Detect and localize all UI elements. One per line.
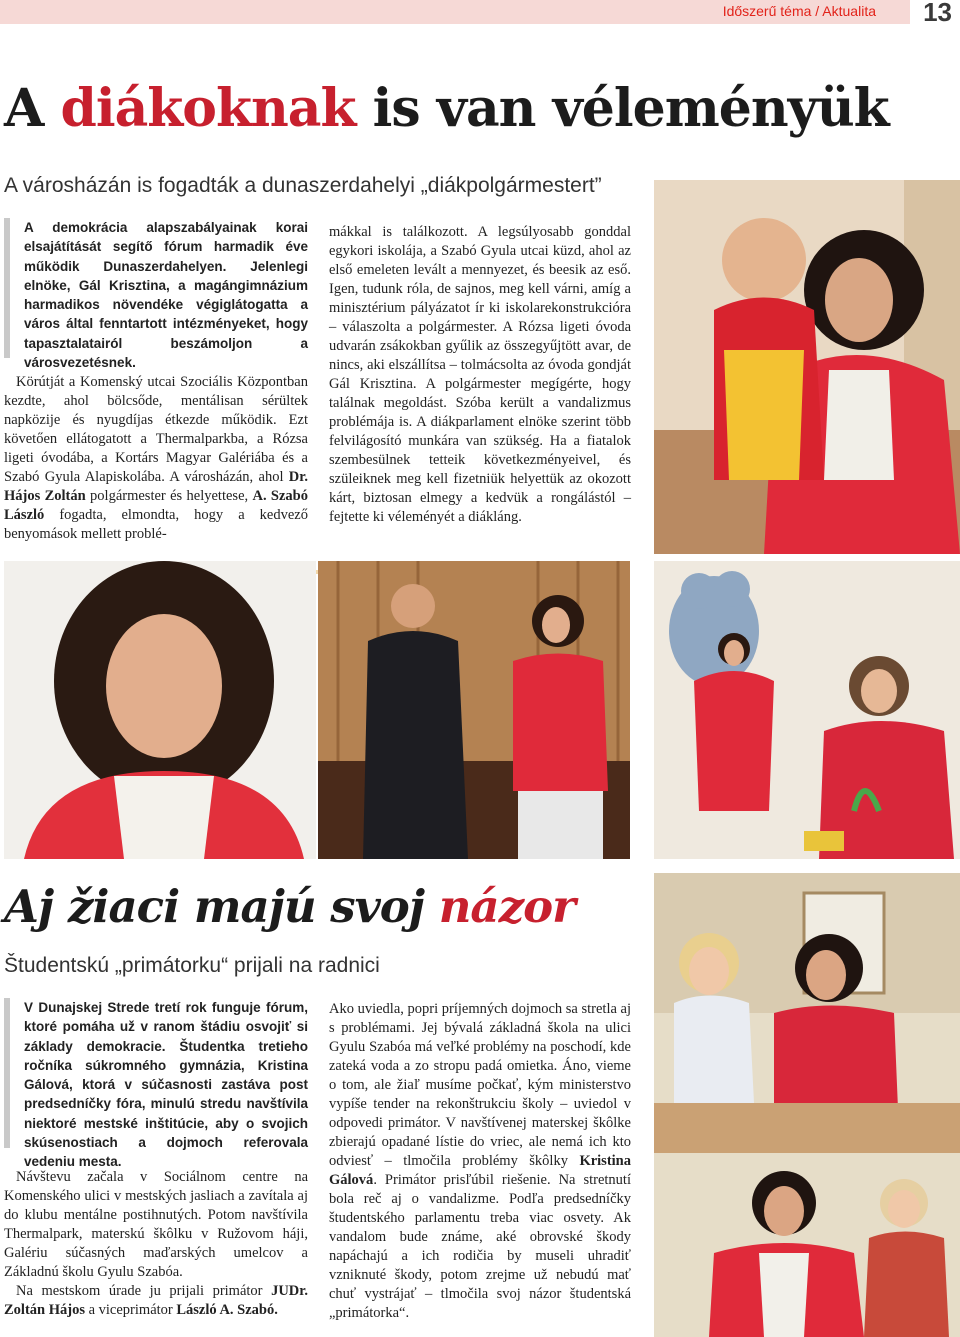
sk-body-text: Ako uviedla, popri príjemných dojmoch sa stretla aj s problémami. Jej bývalá základná škola na ulici Gyulu Szabóa má veľké problémy na poschodí, kde zateká voda a zo stropu padá omietka. Áno, vieme o tom, ale žiaľ musíme počkať, kým ministerstvo vypíše tender na rekonštrukciu školy – uviedol v odpovedi primátor. V navštívenej materskej škôlke zbierajú opadané lístie do vriec, ale nemá ich kto odviesť – tlmočila problémy škôlky (329, 1001, 632, 1169)
photo-student-portrait (4, 561, 316, 859)
hu-body-paragraph (4, 373, 308, 544)
sk-body-text: . Primátor prisľúbil riešenie. Na stretnutí bola reč aj o vandalizme. Podľa predsedníčky študentského parlamentu treba viac osvety. Ak vandalom bude známe, aké obrovské škody napáchajú a ich rodičia by museli uhradiť vzniknuté škody, potom zrejme už nebudú mať chuť vystrájať – tlmočila svoj názor študentská „primátorka“. (329, 1172, 631, 1321)
hu-body-text: fogadta, elmondta, hogy a kedvező benyomások mellett problé- (4, 507, 308, 542)
sk-headline-accent: názor (438, 880, 575, 933)
sk-name-student: Kristina Gálová (329, 1153, 631, 1188)
hu-headline (4, 78, 889, 139)
sk-body-column-2 (329, 1000, 631, 1323)
photo-woman-holding-baby (654, 180, 960, 554)
hu-subheadline: A városházán is fogadták a dunaszerdahelyi „diákpolgármestert” (4, 174, 602, 197)
sk-name-deputy: László A. Szabó. (176, 1302, 278, 1318)
sk-name-mayor: JUDr. Zoltán Hájos (4, 1283, 308, 1318)
sk-body-text: Na mestskom úrade ju prijali primátor (16, 1283, 272, 1299)
sk-body-text: a viceprimátor (84, 1302, 177, 1318)
sk-body-paragraph (329, 1000, 631, 1323)
section-label: Időszerű téma / Aktualita (722, 3, 876, 19)
sk-lead-bar (4, 998, 10, 1148)
hu-lead-bar (4, 218, 10, 358)
photo-kindergarten-visit (654, 561, 960, 859)
sk-body-column-1 (4, 1168, 308, 1320)
hu-name-deputy: A. Szabó László (4, 488, 308, 523)
page-number: 13 (923, 0, 952, 27)
photo-children-baking (654, 873, 960, 1337)
hu-headline-accent: diákoknak (60, 78, 356, 139)
photo-handshake-with-mayor (318, 561, 630, 859)
sk-lead-paragraph: V Dunajskej Strede tretí rok funguje fórum, ktoré pomáha už v ranom štádiu osvojiť si základy demokracie. Študentka tretieho ročníka súkromného gymnázia, Kristina Gálová, ktorá v súčasnosti zastáva post predsedníčky fóra, minulú stredu navštívila niektoré mestské inštitúcie, aby o svojich skúsenostiach a dojmoch referovala vedeniu mesta. (24, 1000, 308, 1170)
sk-body-paragraph (4, 1282, 308, 1320)
sk-headline-part1: Aj žiaci majú svoj (4, 880, 439, 933)
hu-body-column-1 (4, 373, 308, 544)
sk-body-paragraph: Návštevu začala v Sociálnom centre na Komenského ulici v mestských jasliach a zavítala aj do klubu mentálne postihnutých. Potom navštívila Thermalpark, materskú škôlku v Ružovom háji, Galériu súčasných maďarských umelcov a Základnú školu Gyulu Szabóa. (4, 1169, 308, 1280)
sk-subheadline: Študentskú „primátorku“ prijali na radnici (4, 954, 380, 977)
hu-body-column-2 (329, 223, 631, 527)
hu-name-mayor: Dr. Hájos Zoltán (4, 469, 308, 504)
hu-body-text: polgármester és helyettese, (85, 488, 253, 504)
hu-headline-part2: is van véleményük (355, 78, 889, 139)
hu-lead-paragraph: A demokrácia alapszabályainak korai elsajátítását segítő fórum harmadik éve működik Dunaszerdahelyen. Jelenlegi elnöke, Gál Krisztina, a magángimnázium harmadikos növendéke végiglátogatta a város által fenntartott intézményeket, hogy tapasztalatairól beszámoljon a városvezetésnek. (24, 220, 308, 371)
hu-body-text: Körútját a Komenský utcai Szociális Központban kezdte, ahol bölcsőde, mentálisan sérültek napközije és nyugdíjas étkezde működik. Ezt követően ellátogatott a Thermalparkba, a Rózsa ligeti óvodába, a Kortárs Magyar Galériába és a Szabó Gyula Alapiskolába. A városházán, ahol (4, 374, 308, 485)
sk-headline (4, 880, 575, 933)
hu-body-paragraph: mákkal is találkozott. A legsúlyosabb gonddal egykori iskolája, a Szabó Gyula utcai küzd, ahol az első emeleten levált a mennyezet, és beesik az eső. Igen, tudunk róla, de sajnos, meg kell várni, amíg a minisztérium pályázatot ír ki iskolarekonstrukcióra – válaszolta a polgármester. A Rózsa ligeti óvoda udvarán zsákokban gyűlik az összegyűjtött avar, de nincs, aki elszállítsa – tolmácsolta az óvoda gondját Gál Krisztina. A polgármester megígérte, hogy találnak megoldást. Szóba került a vandalizmus problémája is. A diákparlament elnöke szerint több felvilágosító munkára van szükség. Ha a fiatalok szembesülnek tetteik következményeivel, és szüleiknek meg kell fizetniük helyettük az okozott kárt, biztosan elmegy a kedvük a rongálástól – fejtette ki véleményét a diákláng. (329, 224, 631, 525)
hu-headline-part1: A (4, 78, 61, 139)
